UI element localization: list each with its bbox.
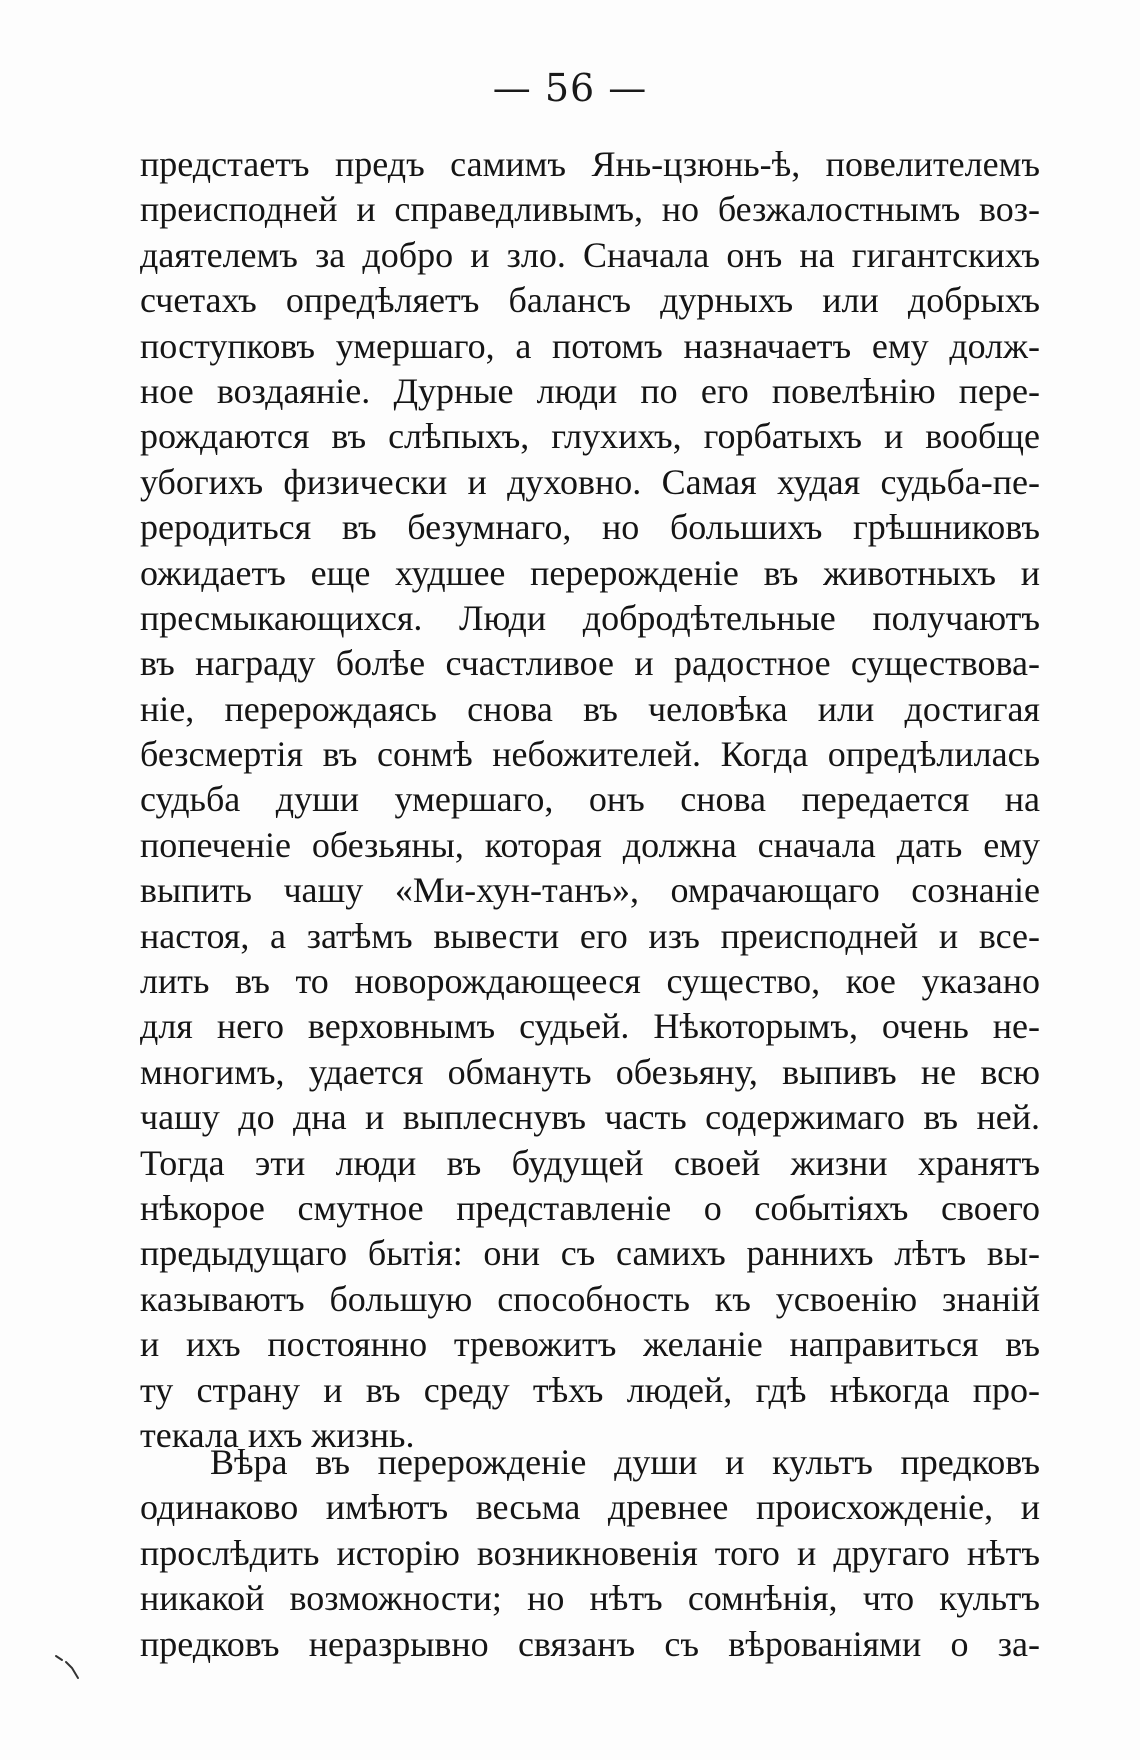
text-line: предстаетъ предъ самимъ Янь-цзюнь-ѣ, повелителемъ [140,144,1040,184]
text-line: текала ихъ жизнь. [140,1414,415,1455]
text-line: настоя, а затѣмъ вывести его изъ преисподней и все- [140,915,1040,956]
text-line: судьба души умершаго, онъ снова передается на [140,779,1040,820]
text-line: нѣкорое смутное представленіе о событіяхъ своего [140,1187,1040,1228]
text-line: поступковъ умершаго, а потомъ назначаетъ ему долж- [140,325,1040,366]
ink-mark-icon [52,1652,84,1682]
text-line: ту страну и въ среду тѣхъ людей, гдѣ нѣкогда про- [140,1369,1040,1410]
text-line: пресмыкающихся. Люди добродѣтельные получаютъ [140,597,1040,638]
text-line: выпить чашу «Ми-хун-танъ», омрачающаго сознаніе [140,870,1040,911]
text-line: Вѣра въ перерожденіе души и культъ предковъ [210,1442,1040,1482]
text-line: одинаково имѣютъ весьма древнее происхожденіе, и [140,1487,1040,1528]
text-line: ніе, перерождаясь снова въ человѣка или достигая [140,688,1040,729]
page-number: — 56 — [492,66,648,110]
text-line: многимъ, удается обмануть обезьяну, выпивъ не всю [140,1051,1040,1092]
text-line: убогихъ физически и духовно. Самая худая судьба-пе- [140,461,1040,502]
text-line: и ихъ постоянно тревожитъ желаніе направиться въ [140,1324,1040,1365]
text-line: чашу до дна и выплеснувъ часть содержимаго въ ней. [140,1097,1040,1138]
text-line: безсмертія въ сонмѣ небожителей. Когда опредѣлилась [140,734,1040,775]
text-line: счетахъ опредѣляетъ балансъ дурныхъ или добрыхъ [140,280,1040,321]
text-line: лить въ то новорождающееся существо, кое указано [140,961,1040,1002]
text-line: ожидаетъ еще худшее перерожденіе въ животныхъ и [140,552,1040,593]
text-line: Тогда эти люди въ будущей своей жизни хранятъ [140,1142,1040,1183]
text-line: реродиться въ безумнаго, но большихъ грѣшниковъ [140,507,1040,548]
paragraph-2 [140,1440,1040,1667]
text-line: ное воздаяніе. Дурные люди по его повелѣнію пере- [140,370,1040,411]
text-line: даятелемъ за добро и зло. Сначала онъ на гигантскихъ [140,234,1040,275]
text-line: преисподней и справедливымъ, но безжалостнымъ воз- [140,189,1040,230]
text-line: рождаются въ слѣпыхъ, глухихъ, горбатыхъ и вообще [140,416,1040,457]
text-line: для него верховнымъ судьей. Нѣкоторымъ, очень не- [140,1006,1040,1047]
text-line: предыдущаго бытія: они съ самихъ раннихъ лѣтъ вы- [140,1233,1040,1274]
text-line: предковъ неразрывно связанъ съ вѣрованіями о за- [140,1623,1040,1664]
paragraph-1 [140,142,1040,1458]
text-line: прослѣдить исторію возникновенія того и другаго нѣтъ [140,1532,1040,1573]
text-line: попеченіе обезьяны, которая должна сначала дать ему [140,824,1040,865]
text-line: въ награду болѣе счастливое и радостное существова- [140,643,1040,684]
text-line: казываютъ большую способность къ усвоенію знаній [140,1278,1040,1319]
text-line: никакой возможности; но нѣтъ сомнѣнія, что культъ [140,1578,1040,1619]
